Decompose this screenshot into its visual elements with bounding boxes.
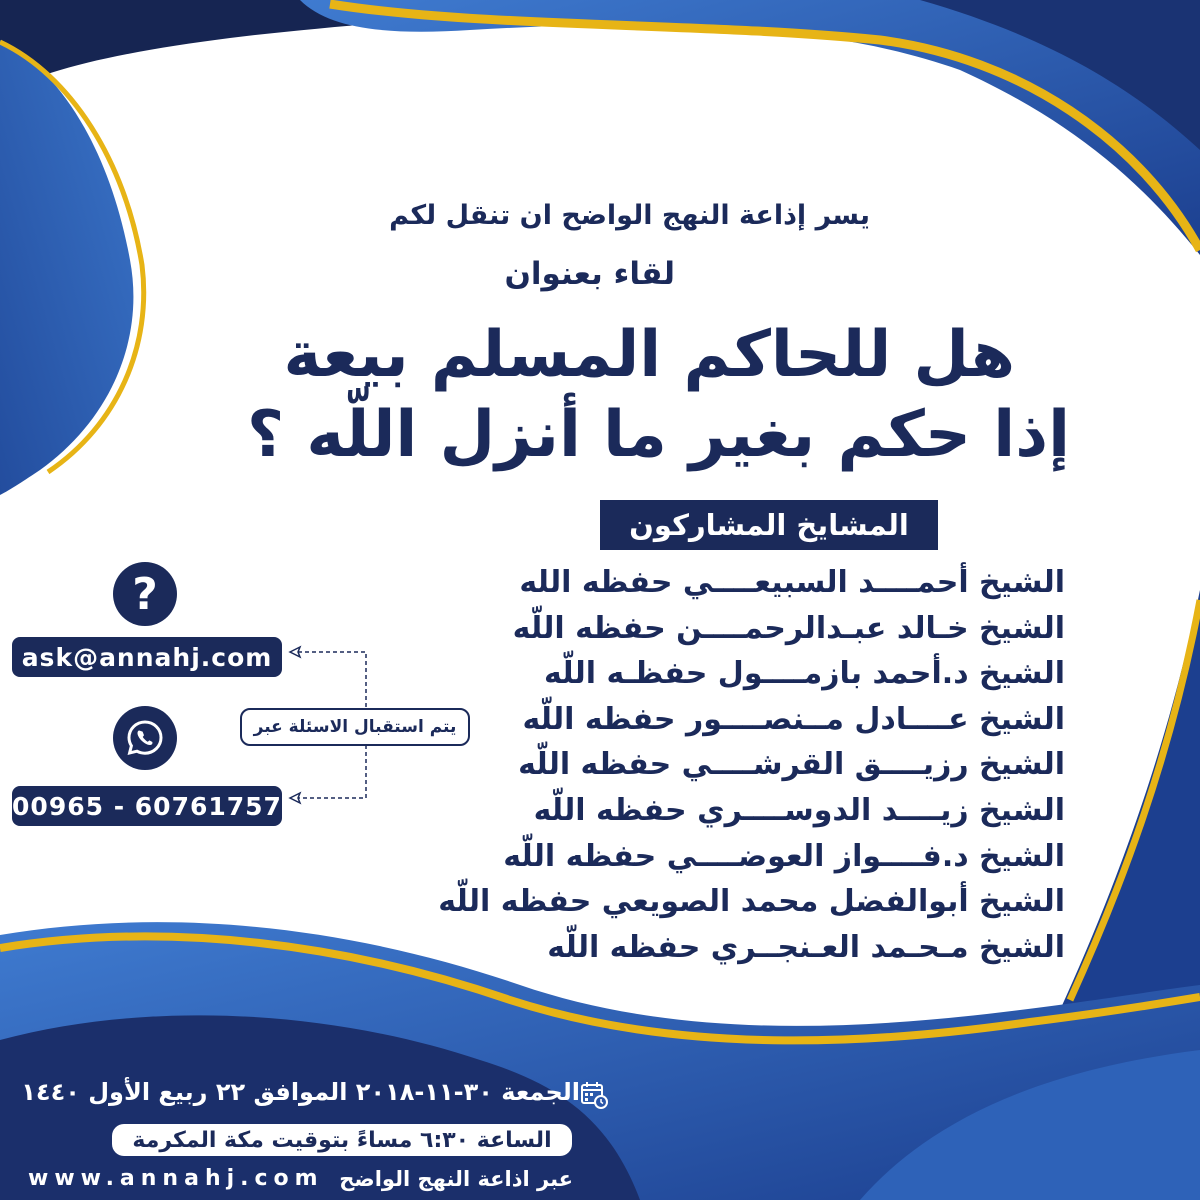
subtitle: لقاء بعنوان [504, 256, 675, 292]
participant-name: الشيخ عــــادل مــنصــــور حفظه اللّه [522, 701, 1065, 737]
question-mark-icon: ? [113, 562, 177, 626]
participant-name: الشيخ د.فــــواز العوضــــي حفظه اللّه [503, 838, 1065, 874]
event-time: الساعة ٦:٣٠ مساءً بتوقيت مكة المكرمة [112, 1124, 572, 1156]
title-line-1: هل للحاكم المسلم بيعة [283, 318, 1015, 392]
participant-name: الشيخ رزيــــق القرشــــي حفظه اللّه [518, 747, 1065, 783]
title-line-2: إذا حكم بغير ما أنزل اللّه ؟ [246, 398, 1070, 472]
email-address[interactable]: ask@annahj.com [12, 637, 282, 677]
participant-name: الشيخ زيــــد الدوســــري حفظه اللّه [533, 792, 1065, 828]
whatsapp-number[interactable]: 00965 - 60761757 [12, 786, 282, 826]
footer [28, 1166, 573, 1191]
website-link[interactable]: www.annahj.com [28, 1166, 324, 1191]
questions-channel-label: يتم استقبال الاسئلة عبر [240, 708, 470, 746]
participant-name: الشيخ د.أحمد بازمــــول حفظـه اللّه [544, 656, 1065, 692]
participant-name: الشيخ مـحـمد العـنجــري حفظه اللّه [547, 929, 1065, 965]
participants-list [365, 560, 1065, 970]
intro-text: يسر إذاعة النهج الواضح ان تنقل لكم [389, 200, 870, 231]
broadcast-via: عبر اذاعة النهج الواضح [339, 1166, 573, 1191]
calendar-icon [580, 1081, 608, 1109]
event-date: الجمعة ٣٠-١١-٢٠١٨ الموافق ٢٢ ربيع الأول ١٤٤٠ [21, 1078, 580, 1106]
participant-name: الشيخ خـالد عبـدالرحمــــن حفظه اللّه [512, 610, 1065, 646]
participant-name: الشيخ أبوالفضل محمد الصويعي حفظه اللّه [438, 884, 1065, 920]
participants-heading: المشايخ المشاركون [600, 500, 938, 550]
participant-name: الشيخ أحمــــد السبيعــــي حفظه الله [519, 565, 1065, 600]
whatsapp-icon [113, 706, 177, 770]
